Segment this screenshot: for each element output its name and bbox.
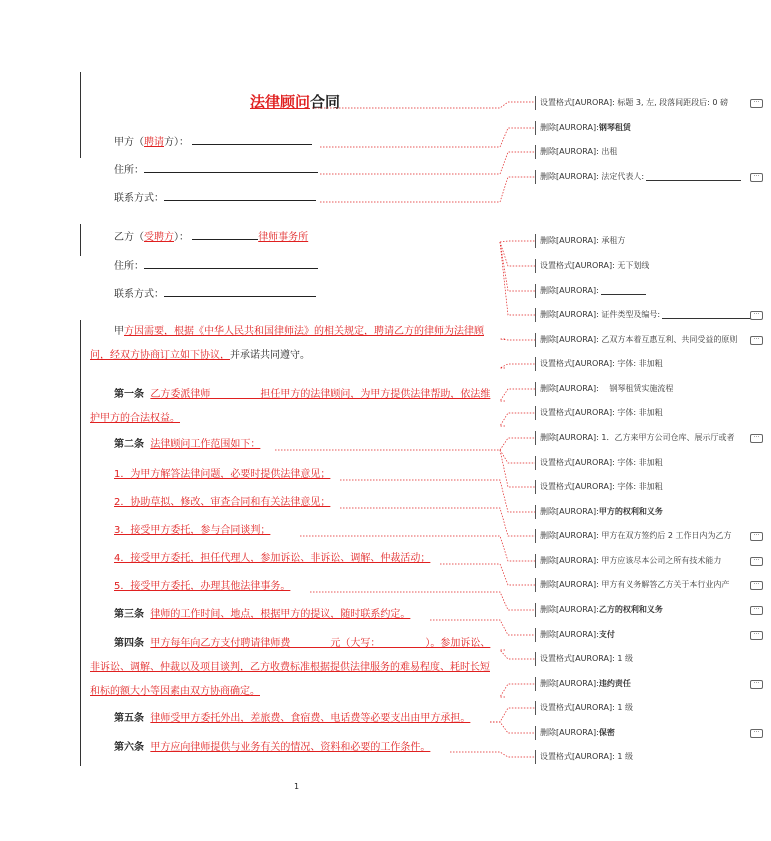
leader-line xyxy=(490,722,535,733)
title-inserted: 法律顾问 xyxy=(250,93,311,111)
leader-line xyxy=(300,536,535,561)
comment-text: 删除[AURORA]: 钢琴租赁实施流程 xyxy=(540,384,674,393)
contact-label: 联系方式： xyxy=(114,289,164,300)
list-item-text: 2．协助草拟、修改、审查合同和有关法律意见； xyxy=(114,497,331,508)
comment-text: 删除[AURORA]: 出租 xyxy=(540,147,618,156)
comment-text: 删除[AURORA]: 法定代表人: xyxy=(540,172,645,181)
leader-line xyxy=(500,339,535,340)
leader-line xyxy=(500,242,535,315)
revision-comment[interactable] xyxy=(535,701,765,715)
comment-text: 删除[AURORA]: 甲方在双方签约后 2 工作日内为乙方 xyxy=(540,531,732,540)
address-label: 住所： xyxy=(114,261,144,272)
leader-line xyxy=(500,364,535,368)
comment-text: 删除[AURORA]: xyxy=(540,605,599,614)
revision-comment[interactable] xyxy=(535,145,765,159)
comment-text: 删除[AURORA]: xyxy=(540,123,599,132)
article-label: 第四条 xyxy=(114,638,144,649)
article-label: 第五条 xyxy=(114,713,144,724)
article-2-text: 法律顾问工作范围如下： xyxy=(150,439,261,450)
article-3-text: 律师的工作时间、地点，根据甲方的提议，随时联系约定。 xyxy=(150,609,411,620)
comment-text: 设置格式[AURORA]: 字体: 非加粗 xyxy=(540,482,663,491)
article-4-text-2: 非诉讼、调解、仲裁以及项目谈判，乙方收费标准根据提供法律服务的难易程度、耗时长短 xyxy=(90,662,490,673)
list-item-text: 1．为甲方解答法律问题，必要时提供法律意见； xyxy=(114,469,331,480)
revision-comment[interactable] xyxy=(535,677,765,691)
comment-text: 设置格式[AURORA]: 1 级 xyxy=(540,654,634,663)
leader-line xyxy=(310,592,535,610)
party-b-role: 受聘方 xyxy=(144,232,174,243)
leader-line xyxy=(500,450,535,487)
leader-line xyxy=(320,152,535,174)
more-icon[interactable]: ··· xyxy=(750,606,763,615)
article-4-text-3: 和标的额大小等因素由双方协商确定。 xyxy=(90,686,260,697)
comment-text: 设置格式[AURORA]: 标题 3, 左, 段落间距段后: 0 磅 xyxy=(540,98,729,107)
comment-bold-text: 钢琴租赁 xyxy=(598,123,631,132)
address-label: 住所： xyxy=(114,165,144,176)
revision-comment[interactable] xyxy=(535,259,765,273)
article-label: 第二条 xyxy=(114,439,144,450)
comment-text: 设置格式[AURORA]: 字体: 非加粗 xyxy=(540,359,663,368)
party-a-role: 聘请 xyxy=(144,137,164,148)
page-number: 1 xyxy=(294,782,300,791)
intro-end: 并承诺共同遵守。 xyxy=(230,350,310,361)
more-icon[interactable]: ··· xyxy=(750,311,763,320)
leader-line xyxy=(320,128,535,147)
revision-comment[interactable] xyxy=(535,382,765,396)
comment-text: 删除[AURORA]: 乙双方本着互惠互利、共同受益的原则 xyxy=(540,335,738,344)
comment-text: 删除[AURORA]: xyxy=(540,286,599,295)
article-label: 第六条 xyxy=(114,742,144,753)
revision-comment[interactable] xyxy=(535,652,765,666)
revision-comment[interactable] xyxy=(535,333,765,347)
intro-start: 甲 xyxy=(114,326,124,337)
comment-text: 设置格式[AURORA]: 字体: 非加粗 xyxy=(540,408,663,417)
intro-inserted-2: 问，经双方协商订立如下协议， xyxy=(90,350,230,361)
comment-blank-line xyxy=(646,173,741,181)
comment-text: 删除[AURORA]: xyxy=(540,630,599,639)
article-5-text: 律师受甲方委托外出，差旅费、食宿费、电话费等必要支出由甲方承担。 xyxy=(150,713,471,724)
party-a-prefix: 甲方（ xyxy=(114,137,144,148)
leader-line xyxy=(490,708,535,722)
leader-line xyxy=(500,413,535,426)
more-icon[interactable]: ··· xyxy=(750,631,763,640)
leader-line xyxy=(500,389,535,401)
comment-bold-text: 甲方的权利和义务 xyxy=(598,507,663,516)
revision-comment[interactable] xyxy=(535,234,765,248)
revision-comment[interactable] xyxy=(535,284,765,298)
more-icon[interactable]: ··· xyxy=(750,336,763,345)
comment-text: 设置格式[AURORA]: 无下划线 xyxy=(540,261,650,270)
leader-line xyxy=(500,242,535,291)
more-icon[interactable]: ··· xyxy=(750,729,763,738)
article-4-text-1: 甲方每年向乙方支付聘请律师费 元（大写： ）。参加诉讼、 xyxy=(150,638,491,649)
comment-blank-line xyxy=(601,287,646,295)
comment-text: 删除[AURORA]: 甲方应该尽本公司之所有技术能力 xyxy=(540,556,722,565)
comment-bold-text: 乙方的权利和义务 xyxy=(598,605,663,614)
contact-label: 联系方式： xyxy=(114,193,164,204)
leader-line xyxy=(500,241,535,242)
comment-text: 设置格式[AURORA]: 1 级 xyxy=(540,752,634,761)
leader-line xyxy=(340,508,535,536)
comment-blank-line xyxy=(662,311,757,319)
title-normal: 合同 xyxy=(310,93,341,111)
leader-line xyxy=(500,650,535,659)
comment-text: 删除[AURORA]: xyxy=(540,728,599,737)
revision-comment[interactable] xyxy=(535,121,765,135)
party-b-suffix: ）： xyxy=(174,232,189,243)
revision-comment[interactable] xyxy=(535,505,765,519)
more-icon[interactable]: ··· xyxy=(750,557,763,566)
revision-comment[interactable] xyxy=(535,750,765,764)
revision-comment[interactable] xyxy=(535,406,765,420)
comment-bold-text: 支付 xyxy=(598,630,615,639)
article-label: 第三条 xyxy=(114,609,144,620)
leader-line xyxy=(500,684,535,697)
more-icon[interactable]: ··· xyxy=(750,532,763,541)
list-item-text: 5．接受甲方委托，办理其他法律事务。 xyxy=(114,581,291,592)
comment-text: 设置格式[AURORA]: 1 级 xyxy=(540,703,634,712)
leader-line xyxy=(430,620,535,635)
leader-line xyxy=(340,480,535,512)
comment-bold-text: 保密 xyxy=(598,728,615,737)
more-icon[interactable]: ··· xyxy=(750,680,763,689)
leader-line xyxy=(450,752,535,757)
comment-text: 删除[AURORA]: xyxy=(540,679,599,688)
comment-bold-text: 违约责任 xyxy=(598,679,631,688)
revision-comment[interactable] xyxy=(535,480,765,494)
revision-comment[interactable] xyxy=(535,308,765,322)
article-label: 第一条 xyxy=(114,389,144,400)
leader-line xyxy=(320,177,535,202)
more-icon[interactable]: ··· xyxy=(750,173,763,182)
comment-text: 删除[AURORA]: 承租方 xyxy=(540,236,626,245)
more-icon[interactable]: ··· xyxy=(750,581,763,590)
comment-text: 删除[AURORA]: xyxy=(540,507,599,516)
revision-comment[interactable] xyxy=(535,603,765,617)
party-b-firm: 律师事务所 xyxy=(258,232,309,243)
comment-text: 设置格式[AURORA]: 字体: 非加粗 xyxy=(540,458,663,467)
party-a-suffix: 方）： xyxy=(164,137,189,148)
revision-comment[interactable] xyxy=(535,578,765,592)
revision-comment[interactable] xyxy=(535,170,765,184)
revision-comment[interactable] xyxy=(535,357,765,371)
leader-line xyxy=(275,438,535,450)
leader-line xyxy=(500,242,535,266)
revision-comment[interactable] xyxy=(535,456,765,470)
revision-comment[interactable] xyxy=(535,431,765,445)
leader-line xyxy=(312,102,535,108)
article-1-text: 乙方委派律师 担任甲方的法律顾问，为甲方提供法律帮助，依法维 xyxy=(150,389,491,400)
comment-text: 删除[AURORA]: 甲方有义务解答乙方关于本行业内产 xyxy=(540,580,730,589)
revision-comment[interactable] xyxy=(535,529,765,543)
revision-comment[interactable] xyxy=(535,96,765,110)
revision-comment[interactable] xyxy=(535,554,765,568)
party-b-prefix: 乙方（ xyxy=(114,232,144,243)
comment-text: 删除[AURORA]: 证件类型及编号: xyxy=(540,310,661,319)
more-icon[interactable]: ··· xyxy=(750,434,763,443)
more-icon[interactable]: ··· xyxy=(750,99,763,108)
leader-line xyxy=(500,450,535,463)
list-item-text: 4．接受甲方委托，担任代理人，参加诉讼、非诉讼、调解、仲裁活动； xyxy=(114,553,431,564)
article-6-text: 甲方应向律师提供与业务有关的情况、资料和必要的工作条件。 xyxy=(150,742,431,753)
list-item-text: 3．接受甲方委托，参与合同谈判； xyxy=(114,525,271,536)
comment-text: 删除[AURORA]: 1．乙方来甲方公司仓库、展示厅或者 xyxy=(540,433,735,442)
leader-line xyxy=(440,564,535,585)
article-1-text-2: 护甲方的合法权益。 xyxy=(90,413,180,424)
intro-inserted-1: 方因需要，根据《中华人民共和国律师法》的相关规定，聘请乙方的律师为法律顾 xyxy=(124,326,484,337)
revision-comment[interactable] xyxy=(535,628,765,642)
revision-comment[interactable] xyxy=(535,726,765,740)
